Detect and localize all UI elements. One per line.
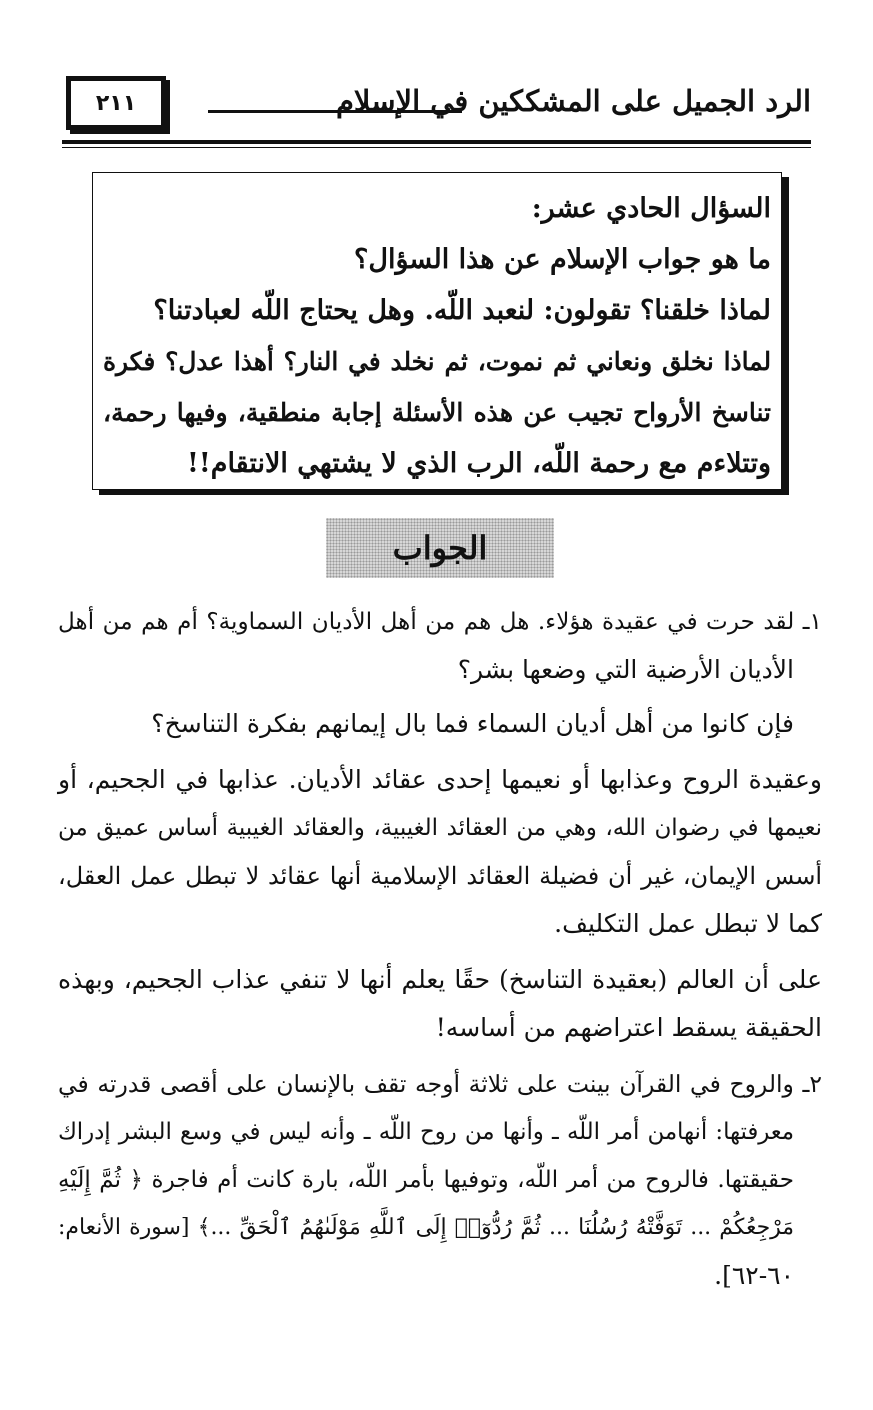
header-rule-thin <box>62 147 811 148</box>
text-line: ٦٠-٦٢]. <box>714 1261 794 1290</box>
question-line: لماذا نخلق ونعاني ثم نموت، ثم نخلد في النار؟ أهذا عدل؟ فكرة <box>103 347 771 376</box>
paragraph-4 <box>58 1060 822 1300</box>
text-line: فإن كانوا من أهل أديان السماء فما بال إيمانهم بفكرة التناسخ؟ <box>151 709 794 738</box>
header-rule <box>62 140 811 144</box>
question-line: تناسخ الأرواح تجيب عن هذه الأسئلة إجابة منطقية، وفيها رحمة، <box>103 397 771 427</box>
text-line: أسس الإيمان، غير أن فضيلة العقائد الإسلامية أنها عقائد لا تبطل عمل العقل، <box>58 862 822 890</box>
text-line: نعيمها في رضوان الله، وهي من العقائد الغيبية، والعقائد الغيبية أساس عميق من <box>58 815 822 841</box>
text-line: وعقيدة الروح وعذابها أو نعيمها إحدى عقائد الأديان. عذابها في الجحيم، أو <box>58 765 822 794</box>
answer-heading: الجواب <box>326 518 554 578</box>
question-line: لماذا خلقنا؟ تقولون: لنعبد اللّه. وهل يحتاج اللّه لعبادتنا؟ <box>153 295 771 326</box>
text-line: الحقيقة يسقط اعتراضهم من أساسه! <box>435 1013 822 1042</box>
paragraph-1b <box>58 700 822 748</box>
text-line: حقيقتها. فالروح من أمر اللّه، وتوفيها بأمر اللّه، بارة كانت أم فاجرة ﴿ ثُمَّ إِلَيْهِ <box>58 1167 794 1193</box>
text-line: على أن العالم (بعقيدة التناسخ) حقًا يعلم أنها لا تنفي عذاب الجحيم، وبهذه <box>58 965 822 994</box>
text-line: كما لا تبطل عمل التكليف. <box>554 909 822 938</box>
page-header <box>62 70 811 136</box>
book-title: الرد الجميل على المشككين في الإسلام <box>335 84 811 118</box>
question-box <box>92 172 782 490</box>
paragraph-3 <box>58 956 822 1052</box>
text-line: معرفتها: أنهامن أمر اللّه ـ وأنها من روح اللّه ـ وأنه ليس في وسع البشر إدراك <box>58 1119 794 1145</box>
text-line: ١ـ لقد حرت في عقيدة هؤلاء. هل هم من أهل الأديان السماوية؟ أم هم من أهل <box>58 608 822 635</box>
text-line: الأديان الأرضية التي وضعها بشر؟ <box>457 655 794 684</box>
answer-body <box>58 598 822 1300</box>
paragraph-2 <box>58 756 822 948</box>
question-line: وتتلاءم مع رحمة اللّه، الرب الذي لا يشتهي الانتقام!! <box>187 448 771 479</box>
page-number: ٢١١ <box>66 76 166 130</box>
text-line: ٢ـ والروح في القرآن بينت على ثلاثة أوجه تقف بالإنسان على أقصى قدرته في <box>58 1070 822 1098</box>
paragraph-1 <box>58 598 822 694</box>
question-title: السؤال الحادي عشر: <box>531 193 771 224</box>
text-line: مَرْجِعُكُمْ ... تَوَفَّتْهُ رُسُلُنَا ... ثُمَّ رُدُّوٓا۟ إِلَى ٱللَّهِ مَوْلَىٰهُمُ ٱلْحَقِّ ...﴾ [سورة الأنعام: <box>58 1215 794 1240</box>
question-line: ما هو جواب الإسلام عن هذا السؤال؟ <box>354 244 771 275</box>
